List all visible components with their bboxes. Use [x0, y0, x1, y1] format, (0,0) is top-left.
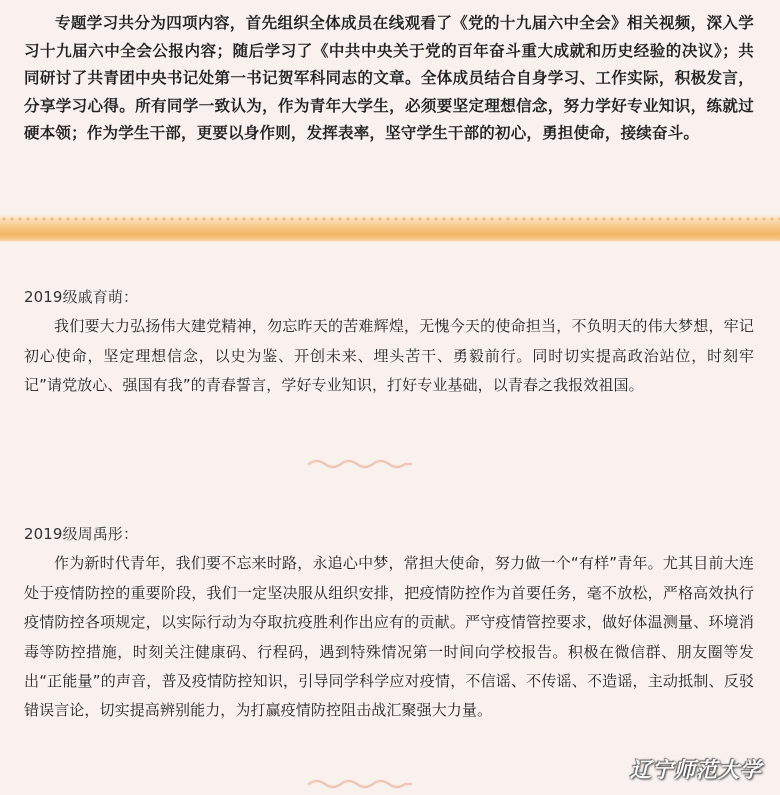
intro-paragraph-block: [24, 10, 754, 148]
wave-divider-icon: [307, 456, 413, 472]
university-watermark: 辽宁师范大学: [630, 757, 762, 782]
section-divider-band: [0, 214, 780, 242]
intro-paragraph: 专题学习共分为四项内容，首先组织全体成员在线观看了《党的十九届六中全会》相关视频，深入学习十九届六中全会公报内容；随后学习了《中共中央关于党的百年奋斗重大成就和历史经验的决议》；共同研讨了共青团中央书记处第一书记贺军科同志的文章。全体成员结合自身学习、工作实际，积极发言，分享学习心得。所有同学一致认为，作为青年大学生，必须要坚定理想信念，努力学好专业知识，练就过硬本领；作为学生干部，更要以身作则，发挥表率，坚守学生干部的初心，勇担使命，接续奋斗。: [24, 14, 754, 143]
reflection-section-1: [24, 283, 754, 401]
author-label: 2019级戚育萌：: [24, 288, 139, 306]
divider-dot-pattern: [0, 214, 780, 224]
wave-divider-icon: [307, 776, 413, 792]
reflection-section-2: [24, 520, 754, 726]
author-label: 2019级周禹彤：: [24, 525, 139, 543]
reflection-text: 我们要大力弘扬伟大建党精神，勿忘昨天的苦难辉煌，无愧今天的使命担当，不负明天的伟大梦想，牢记初心使命，坚定理想信念，以史为鉴、开创未来、埋头苦干、勇毅前行。同时切实提高政治站位，时刻牢记”请党放心、强国有我”的青春誓言，学好专业知识，打好专业基础，以青春之我报效祖国。: [24, 317, 754, 395]
reflection-text: 作为新时代青年，我们要不忘来时路，永追心中梦，常担大使命，努力做一个“有样”青年。尤其目前大连处于疫情防控的重要阶段，我们一定坚决服从组织安排，把疫情防控作为首要任务，毫不放松，严格高效执行疫情防控各项规定，以实际行动为夺取抗疫胜利作出应有的贡献。严守疫情管控要求，做好体温测量、环境消毒等防控措施，时刻关注健康码、行程码，遇到特殊情况第一时间向学校报告。积极在微信群、朋友圈等发出“正能量”的声音，普及疫情防控知识，引导同学科学应对疫情，不信谣、不传谣、不造谣，主动抵制、反驳错误言论，切实提高辨别能力，为打赢疫情防控阻击战汇聚强大力量。: [24, 554, 754, 720]
